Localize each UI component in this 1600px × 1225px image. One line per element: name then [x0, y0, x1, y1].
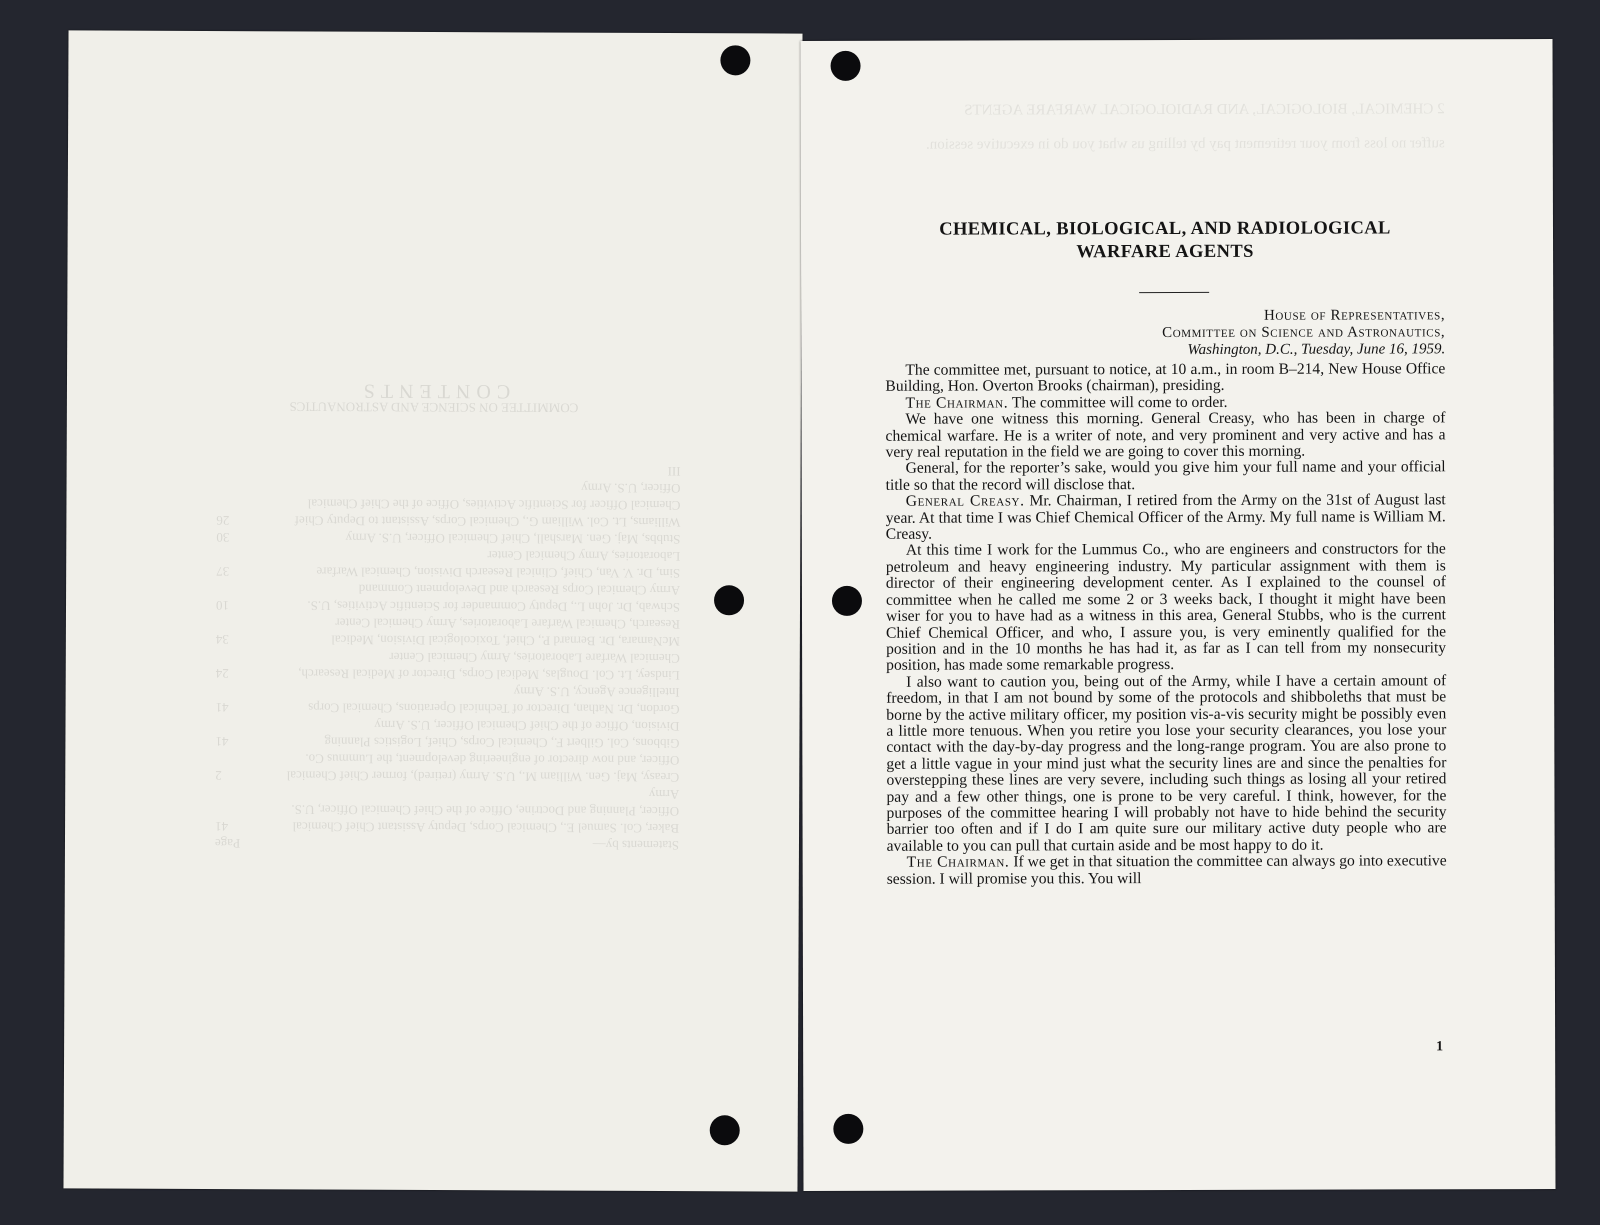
show-through-toc-entry-text: McNamara, Dr. Bernard P., Chief, Toxicological Division, Medical Research, Chemical Warfare Laboratories, Army Chemical Center	[331, 615, 680, 650]
show-through-toc-entry	[216, 682, 680, 718]
speaker-name: The Chairman.	[905, 394, 1009, 412]
show-through-toc-entry	[216, 546, 680, 582]
page-number: 1	[1436, 1039, 1444, 1055]
show-through-contents-title	[67, 380, 801, 417]
show-through-toc	[215, 461, 681, 854]
show-through-toc-entry-text: Creasy, Maj. Gen. William M., U.S. Army (retired), former Chief Chemical Officer, and now director of engineering development, the Lummus Co.	[286, 751, 680, 786]
body-paragraph	[886, 673, 1446, 855]
show-through-toc-entry-text: Williams, Lt. Col. William G., Chemical Corps, Assistant to Deputy Chief Chemical Officer for Scientific Activities, Office of the Chief Chemical Officer, U.S. Army	[294, 480, 681, 531]
document-title	[885, 217, 1445, 264]
left-page	[63, 30, 802, 1191]
title-rule	[1139, 292, 1209, 293]
show-through-toc-entry-page: 41	[215, 734, 229, 750]
punch-hole	[710, 1115, 740, 1145]
punch-hole	[833, 1114, 863, 1144]
body-paragraph	[886, 460, 1446, 494]
punch-hole	[720, 45, 750, 75]
show-through-toc-entry-text: Schwab, Dr. John L., Deputy Commander for Scientific Activities, U.S. Army Chemical Corps Research and Development Command	[307, 581, 681, 616]
show-through-toc-entry-page: 37	[216, 564, 230, 580]
show-through-toc-entry	[216, 648, 680, 684]
title-line-1: CHEMICAL, BIOLOGICAL, AND RADIOLOGICAL	[939, 218, 1391, 240]
paragraph-text: If we get in that situation the committee can always go into executive session. I will promise you this. You will	[886, 852, 1447, 888]
show-through-toc-entry-text: Gordon, Dr. Nathan, Director of Technical Operations, Chemical Corps Intelligence Agency, U.S. Army	[308, 684, 680, 718]
show-through-toc-entry	[215, 716, 679, 752]
hearing-header	[1162, 307, 1445, 359]
title-line-2: WARFARE AGENTS	[1076, 241, 1254, 263]
body-paragraph	[887, 853, 1447, 887]
right-page	[800, 39, 1555, 1191]
show-through-toc-entry-page: 41	[215, 819, 229, 835]
speaker-name: General Creasy.	[905, 492, 1025, 510]
paragraph-text: We have one witness this morning. General Creasy, who has been in charge of chemical warfare. He is a writer of note, and very prominent and very active and has a very real reputation in the field we are going to cover this morning.	[885, 409, 1446, 461]
show-through-toc-entry-text: Lindsey, Lt. Col. Douglas, Medical Corps, Director of Medical Research, Chemical Warfare Laboratories, Army Chemical Center	[298, 649, 680, 684]
show-through-heading: COMMITTEE ON SCIENCE AND ASTRONAUTICS	[289, 399, 579, 416]
paragraph-text: Mr. Chairman, I retired from the Army on the 31st of August last year. At that time I was Chief Chemical Officer of the Army. My full name is William M. Creasy.	[885, 491, 1446, 543]
paragraph-text: General, for the reporter’s sake, would you give him your full name and your official title so that the record will disclose that.	[885, 458, 1446, 494]
punch-hole	[832, 586, 862, 616]
paragraph-text: The committee met, pursuant to notice, at 10 a.m., in room B–214, New House Office Building, Hon. Overton Brooks (chairman), presiding.	[885, 360, 1446, 396]
show-through-toc-entry	[215, 784, 679, 837]
show-through-toc-entry-text: Gibbons, Col. Gilbert F., Chemical Corps, Chief, Logistics Planning Division, Office of the Chief Chemical Officer, U.S. Army	[324, 717, 680, 752]
show-through-toc-entry-page: 24	[215, 666, 229, 682]
show-through-title: CONTENTS	[357, 379, 511, 403]
show-through-toc-entry	[216, 614, 680, 650]
body-paragraph	[885, 361, 1445, 395]
body-paragraph	[885, 411, 1445, 462]
show-through-toc-entry-text: Baker, Col. Samuel E., Chemical Corps, Deputy Assistant Chief Chemical Officer, Planning and Doctrine, Office of the Chief Chemical Officer, U.S. Army	[291, 786, 680, 837]
bleed-through-first-line: suffer no loss from your retirement pay by telling us what you do in executive session.	[925, 135, 1445, 153]
punch-hole	[831, 51, 861, 81]
paragraph-text: I also want to caution you, being out of the Army, while I have a certain amount of freedom, in that I am not bound by some of the protocols and shibboleths that must be borne by the active military officer, my position vis-a-vis security might be possibly even a little more tenuous. When you retire you lose your security clearances, you lose your contact with the day-by-day progress and the long-range program. You are also prone to get a little vague in your mind just what the security lines are and since the penalties for overstepping these lines are very severe, including such things as losing all your retired pay and a few other things, one is prone to be very careful. I think, however, for the purposes of the committee hearing I will probably not have to hide behind the security barrier too often and if I do I am quite sure our military active duty people who are available to you can pull that curtain aside and be most happy to do it.	[886, 672, 1447, 855]
show-through-page-label: Page	[214, 836, 241, 852]
show-through-statements-label: Statements by—	[592, 837, 680, 854]
punch-hole	[714, 585, 744, 615]
show-through-toc-entry-page: 2	[215, 768, 222, 784]
show-through-toc-entry	[215, 750, 679, 786]
show-through-toc-entry-page: 41	[215, 700, 229, 716]
header-house: House of Representatives,	[1263, 307, 1446, 324]
show-through-toc-entry-page: 30	[216, 530, 230, 546]
hearing-body	[885, 361, 1446, 887]
header-committee: Committee on Science and Astronautics,	[1162, 324, 1446, 342]
body-paragraph	[886, 542, 1446, 675]
bleed-through-running-head: 2 CHEMICAL, BIOLOGICAL, AND RADIOLOGICAL WARFARE AGENTS	[964, 101, 1445, 119]
show-through-toc-entry	[216, 478, 680, 531]
show-through-toc-entry-page: 26	[216, 513, 230, 529]
paragraph-text: At this time I work for the Lummus Co., who are engineers and constructors for the petroleum and heavy engineering industry. My particular assignment with them is director of their engineering development center. As I explained to the counsel of committee when he called me some 2 or 3 weeks back, I thought it might have been wiser for you to have had as a witness in this area, General Stubbs, who is the current Chief Chemical Officer, and who, I assure you, is very eminently qualified for the position and in the 10 months he has had it, as far as I can tell from my nonsecurity position, has made some remarkable progress.	[885, 540, 1447, 675]
show-through-toc-entry	[216, 580, 680, 616]
header-date: Washington, D.C., Tuesday, June 16, 1959.	[1187, 341, 1446, 358]
show-through-toc-entry-text: Sim, Dr. V. Van, Chief, Clinical Research Division, Chemical Warfare Laboratories, Army Chemical Center	[316, 548, 681, 582]
paragraph-text: The committee will come to order.	[1008, 393, 1228, 412]
show-through-toc-entry	[216, 529, 680, 548]
show-through-toc-entry-page: 34	[215, 632, 229, 648]
speaker-name: The Chairman.	[906, 853, 1010, 871]
show-through-roman-page: III	[667, 464, 681, 480]
show-through-toc-entry-page: 10	[215, 598, 230, 614]
show-through-toc-entry-text: Stubbs, Maj. Gen. Marshall, Chief Chemical Officer, U.S. Army	[345, 530, 681, 548]
body-paragraph	[886, 493, 1446, 544]
show-through-toc-list	[215, 478, 681, 837]
